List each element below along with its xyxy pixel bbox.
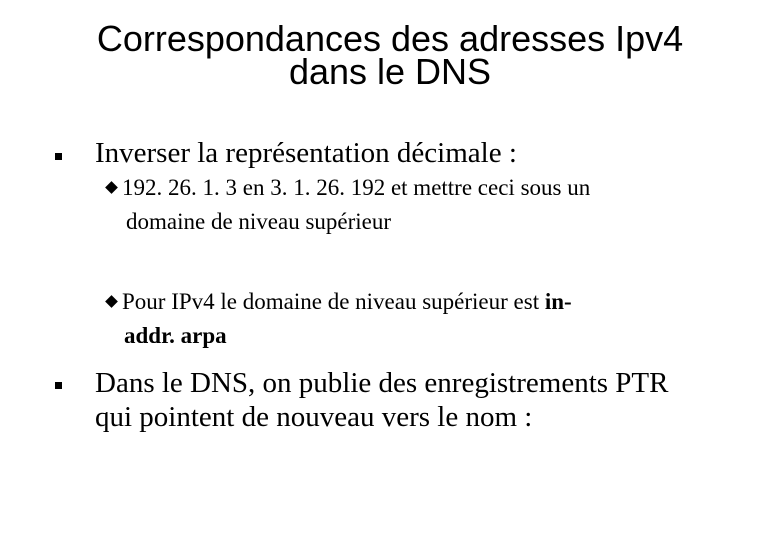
- bullet-1-text: Inverser la représentation décimale :: [95, 137, 517, 169]
- sub-bullet-2-line-1: Pour IPv4 le domaine de niveau supérieur est: [122, 289, 545, 314]
- diamond-bullet-icon: [105, 295, 118, 308]
- diamond-bullet-icon: [105, 181, 118, 194]
- slide-title-line-2: dans le DNS: [288, 51, 492, 92]
- slide-title-line-1: Correspondances des adresses Ipv4: [96, 18, 684, 59]
- square-bullet-icon: [55, 382, 62, 389]
- bullet-2-line-1: Dans le DNS, on publie des enregistrements PTR: [95, 367, 669, 399]
- bullet-2-line-2: qui pointent de nouveau vers le nom :: [95, 401, 533, 433]
- sub-bullet-2-line-2: addr. arpa: [124, 323, 227, 348]
- square-bullet-icon: [55, 153, 62, 160]
- sub-bullet-1: [107, 174, 590, 202]
- sub-bullet-2: [107, 288, 572, 316]
- sub-bullet-2-bold-prefix: in-: [544, 289, 572, 314]
- slide-title: [40, 18, 740, 92]
- sub-bullet-1-line-2: domaine de niveau supérieur: [126, 209, 392, 234]
- sub-bullet-1-line-1: 192. 26. 1. 3 en 3. 1. 26. 192 et mettre ceci sous un: [122, 175, 591, 200]
